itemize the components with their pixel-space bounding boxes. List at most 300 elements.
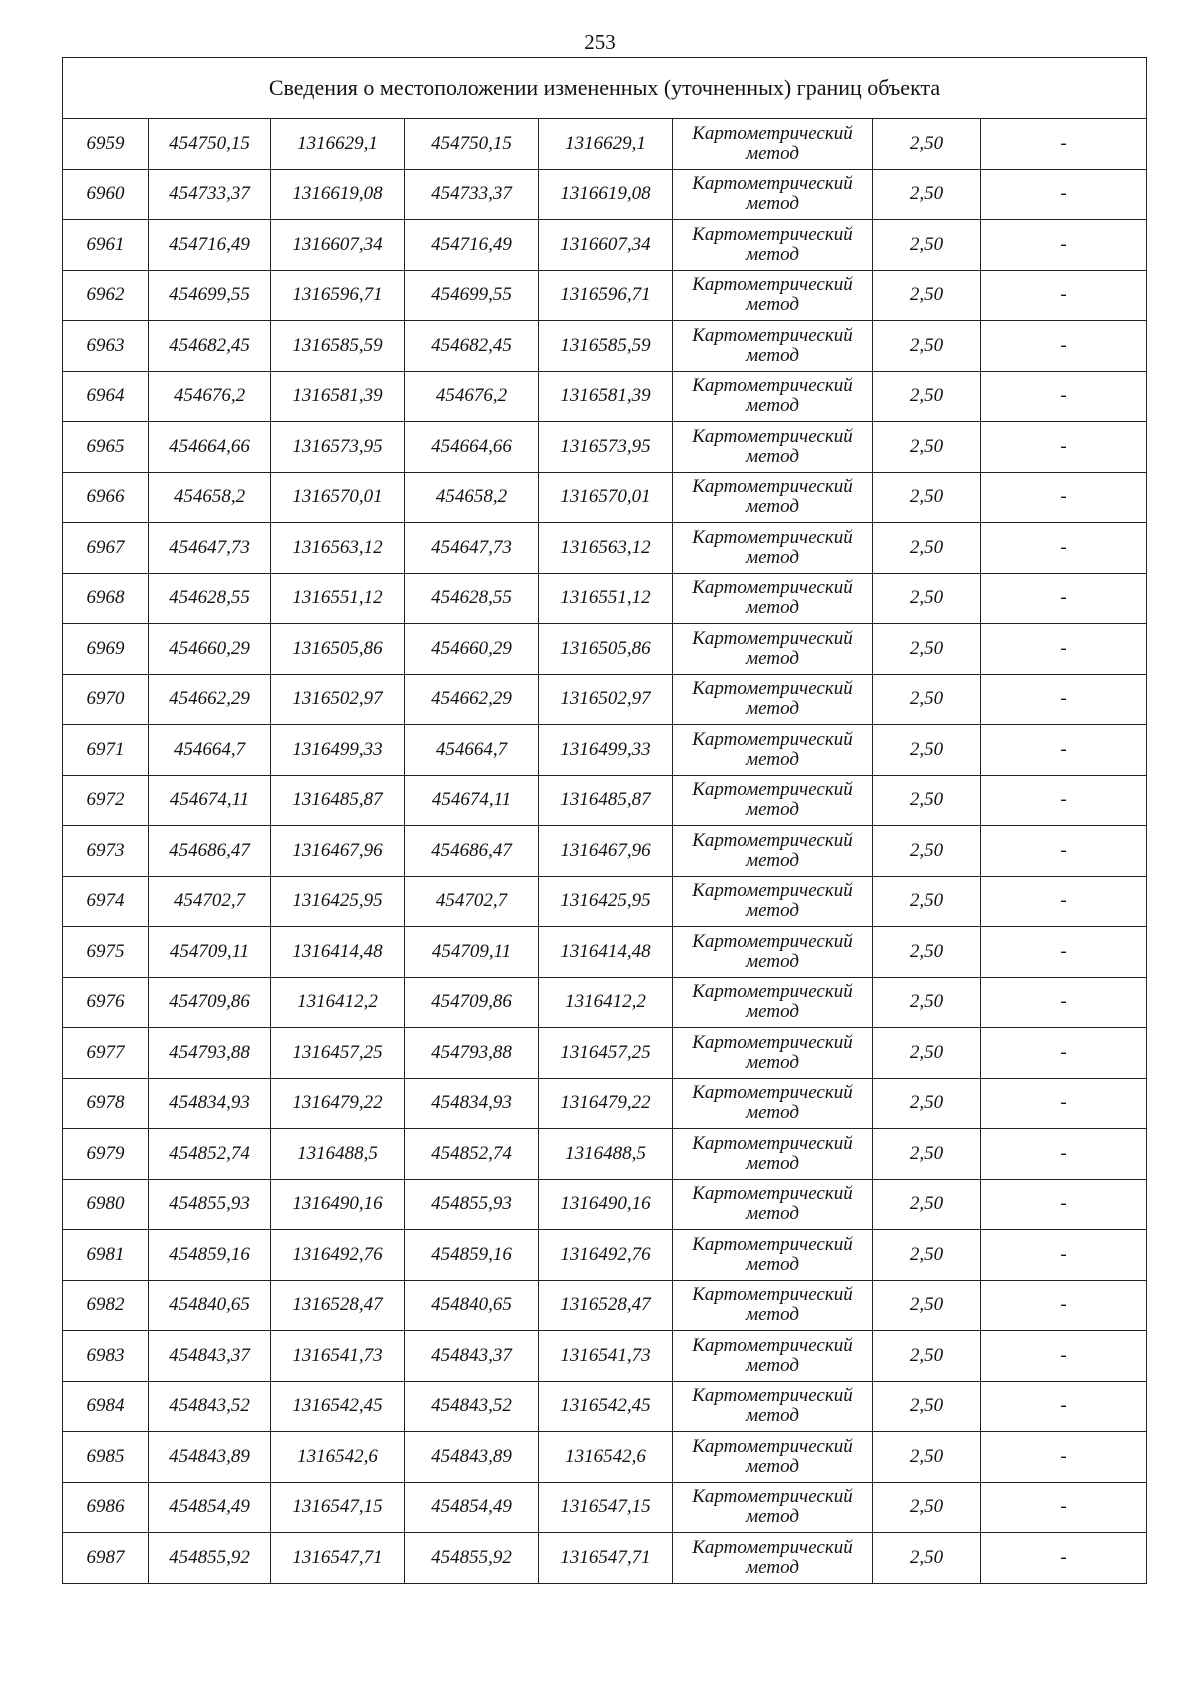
description-cell: -	[981, 422, 1147, 473]
method-line-1: Картометрический	[692, 1082, 853, 1104]
table-row	[63, 321, 1147, 372]
x-existing-cell: 454660,29	[149, 624, 271, 675]
method-line-2: метод	[746, 496, 799, 518]
accuracy-cell: 2,50	[873, 1179, 981, 1230]
description-cell: -	[981, 1280, 1147, 1331]
method-line-1: Картометрический	[692, 1385, 853, 1407]
description-cell: -	[981, 725, 1147, 776]
y-new-cell: 1316492,76	[539, 1230, 673, 1281]
method-line-1: Картометрический	[692, 1031, 853, 1053]
accuracy-cell: 2,50	[873, 371, 981, 422]
method-cell	[673, 977, 873, 1028]
method-cell	[673, 119, 873, 170]
y-existing-cell: 1316541,73	[271, 1331, 405, 1382]
accuracy-cell: 2,50	[873, 422, 981, 473]
x-new-cell: 454793,88	[405, 1028, 539, 1079]
x-new-cell: 454859,16	[405, 1230, 539, 1281]
method-cell	[673, 472, 873, 523]
method-line-1: Картометрический	[692, 930, 853, 952]
accuracy-cell: 2,50	[873, 119, 981, 170]
description-cell: -	[981, 826, 1147, 877]
method-line-2: метод	[746, 294, 799, 316]
x-new-cell: 454682,45	[405, 321, 539, 372]
accuracy-cell: 2,50	[873, 927, 981, 978]
method-line-1: Картометрический	[692, 526, 853, 548]
x-new-cell: 454662,29	[405, 674, 539, 725]
x-existing-cell: 454843,52	[149, 1381, 271, 1432]
x-new-cell: 454647,73	[405, 523, 539, 574]
method-cell	[673, 169, 873, 220]
description-cell: -	[981, 523, 1147, 574]
accuracy-cell: 2,50	[873, 270, 981, 321]
method-line-2: метод	[746, 193, 799, 215]
method-line-2: метод	[746, 900, 799, 922]
point-number-cell: 6972	[63, 775, 149, 826]
x-new-cell: 454664,66	[405, 422, 539, 473]
table-title-row	[63, 58, 1147, 119]
method-line-1: Картометрический	[692, 1486, 853, 1508]
x-new-cell: 454709,86	[405, 977, 539, 1028]
description-cell: -	[981, 977, 1147, 1028]
y-new-cell: 1316425,95	[539, 876, 673, 927]
method-line-2: метод	[746, 748, 799, 770]
point-number-cell: 6967	[63, 523, 149, 574]
method-cell	[673, 371, 873, 422]
x-existing-cell: 454843,37	[149, 1331, 271, 1382]
method-cell	[673, 826, 873, 877]
table-row	[63, 472, 1147, 523]
y-existing-cell: 1316502,97	[271, 674, 405, 725]
x-new-cell: 454686,47	[405, 826, 539, 877]
description-cell: -	[981, 270, 1147, 321]
table-row	[63, 674, 1147, 725]
x-existing-cell: 454843,89	[149, 1432, 271, 1483]
method-cell	[673, 1533, 873, 1584]
accuracy-cell: 2,50	[873, 624, 981, 675]
y-new-cell: 1316629,1	[539, 119, 673, 170]
y-new-cell: 1316457,25	[539, 1028, 673, 1079]
y-existing-cell: 1316585,59	[271, 321, 405, 372]
x-new-cell: 454676,2	[405, 371, 539, 422]
x-new-cell: 454702,7	[405, 876, 539, 927]
boundary-coordinates-table	[62, 57, 1147, 1584]
point-number-cell: 6962	[63, 270, 149, 321]
x-existing-cell: 454676,2	[149, 371, 271, 422]
method-line-2: метод	[746, 1152, 799, 1174]
y-new-cell: 1316414,48	[539, 927, 673, 978]
x-existing-cell: 454664,66	[149, 422, 271, 473]
table-row	[63, 573, 1147, 624]
method-cell	[673, 1179, 873, 1230]
y-new-cell: 1316488,5	[539, 1129, 673, 1180]
x-existing-cell: 454750,15	[149, 119, 271, 170]
accuracy-cell: 2,50	[873, 321, 981, 372]
description-cell: -	[981, 1078, 1147, 1129]
method-line-1: Картометрический	[692, 274, 853, 296]
x-new-cell: 454750,15	[405, 119, 539, 170]
x-new-cell: 454660,29	[405, 624, 539, 675]
point-number-cell: 6961	[63, 220, 149, 271]
method-line-1: Картометрический	[692, 1536, 853, 1558]
x-existing-cell: 454682,45	[149, 321, 271, 372]
method-line-1: Картометрический	[692, 375, 853, 397]
y-new-cell: 1316563,12	[539, 523, 673, 574]
description-cell: -	[981, 371, 1147, 422]
method-cell	[673, 1331, 873, 1382]
x-new-cell: 454843,89	[405, 1432, 539, 1483]
page-number: 253	[584, 30, 616, 54]
y-new-cell: 1316479,22	[539, 1078, 673, 1129]
y-existing-cell: 1316412,2	[271, 977, 405, 1028]
point-number-cell: 6964	[63, 371, 149, 422]
table-row	[63, 977, 1147, 1028]
accuracy-cell: 2,50	[873, 725, 981, 776]
method-line-2: метод	[746, 395, 799, 417]
table-row	[63, 1280, 1147, 1331]
method-cell	[673, 1280, 873, 1331]
y-existing-cell: 1316528,47	[271, 1280, 405, 1331]
y-existing-cell: 1316619,08	[271, 169, 405, 220]
y-new-cell: 1316607,34	[539, 220, 673, 271]
table-row	[63, 826, 1147, 877]
point-number-cell: 6973	[63, 826, 149, 877]
point-number-cell: 6985	[63, 1432, 149, 1483]
description-cell: -	[981, 1381, 1147, 1432]
method-cell	[673, 1230, 873, 1281]
method-line-2: метод	[746, 1203, 799, 1225]
x-existing-cell: 454662,29	[149, 674, 271, 725]
y-existing-cell: 1316563,12	[271, 523, 405, 574]
y-new-cell: 1316542,45	[539, 1381, 673, 1432]
method-cell	[673, 775, 873, 826]
method-cell	[673, 1381, 873, 1432]
y-new-cell: 1316581,39	[539, 371, 673, 422]
table-row	[63, 1331, 1147, 1382]
y-existing-cell: 1316629,1	[271, 119, 405, 170]
y-existing-cell: 1316551,12	[271, 573, 405, 624]
x-existing-cell: 454855,92	[149, 1533, 271, 1584]
y-new-cell: 1316485,87	[539, 775, 673, 826]
method-line-2: метод	[746, 1455, 799, 1477]
point-number-cell: 6981	[63, 1230, 149, 1281]
y-new-cell: 1316505,86	[539, 624, 673, 675]
accuracy-cell: 2,50	[873, 826, 981, 877]
x-new-cell: 454699,55	[405, 270, 539, 321]
description-cell: -	[981, 119, 1147, 170]
x-existing-cell: 454674,11	[149, 775, 271, 826]
method-line-2: метод	[746, 597, 799, 619]
point-number-cell: 6975	[63, 927, 149, 978]
method-line-2: метод	[746, 647, 799, 669]
method-cell	[673, 1129, 873, 1180]
description-cell: -	[981, 1230, 1147, 1281]
x-new-cell: 454843,37	[405, 1331, 539, 1382]
accuracy-cell: 2,50	[873, 523, 981, 574]
method-cell	[673, 674, 873, 725]
description-cell: -	[981, 573, 1147, 624]
y-existing-cell: 1316596,71	[271, 270, 405, 321]
method-line-1: Картометрический	[692, 476, 853, 498]
x-new-cell: 454843,52	[405, 1381, 539, 1432]
x-existing-cell: 454702,7	[149, 876, 271, 927]
accuracy-cell: 2,50	[873, 1028, 981, 1079]
description-cell: -	[981, 624, 1147, 675]
y-existing-cell: 1316542,45	[271, 1381, 405, 1432]
point-number-cell: 6965	[63, 422, 149, 473]
y-new-cell: 1316547,15	[539, 1482, 673, 1533]
accuracy-cell: 2,50	[873, 1533, 981, 1584]
x-existing-cell: 454793,88	[149, 1028, 271, 1079]
method-line-1: Картометрический	[692, 981, 853, 1003]
accuracy-cell: 2,50	[873, 1331, 981, 1382]
accuracy-cell: 2,50	[873, 573, 981, 624]
method-cell	[673, 573, 873, 624]
y-existing-cell: 1316499,33	[271, 725, 405, 776]
method-line-1: Картометрический	[692, 829, 853, 851]
method-line-2: метод	[746, 1405, 799, 1427]
y-new-cell: 1316596,71	[539, 270, 673, 321]
method-line-2: метод	[746, 698, 799, 720]
table-row	[63, 1230, 1147, 1281]
y-new-cell: 1316573,95	[539, 422, 673, 473]
x-existing-cell: 454859,16	[149, 1230, 271, 1281]
table-row	[63, 1533, 1147, 1584]
y-new-cell: 1316570,01	[539, 472, 673, 523]
method-line-2: метод	[746, 1506, 799, 1528]
method-line-2: метод	[746, 243, 799, 265]
x-new-cell: 454628,55	[405, 573, 539, 624]
table-row	[63, 1028, 1147, 1079]
y-existing-cell: 1316479,22	[271, 1078, 405, 1129]
method-cell	[673, 1078, 873, 1129]
table-row	[63, 220, 1147, 271]
y-existing-cell: 1316490,16	[271, 1179, 405, 1230]
y-existing-cell: 1316581,39	[271, 371, 405, 422]
method-line-1: Картометрический	[692, 627, 853, 649]
y-existing-cell: 1316492,76	[271, 1230, 405, 1281]
x-existing-cell: 454628,55	[149, 573, 271, 624]
method-line-2: метод	[746, 799, 799, 821]
method-cell	[673, 624, 873, 675]
point-number-cell: 6966	[63, 472, 149, 523]
table-row	[63, 1381, 1147, 1432]
method-line-2: метод	[746, 142, 799, 164]
point-number-cell: 6984	[63, 1381, 149, 1432]
accuracy-cell: 2,50	[873, 169, 981, 220]
table-row	[63, 422, 1147, 473]
description-cell: -	[981, 220, 1147, 271]
method-line-2: метод	[746, 1001, 799, 1023]
y-existing-cell: 1316573,95	[271, 422, 405, 473]
table-row	[63, 876, 1147, 927]
x-existing-cell: 454664,7	[149, 725, 271, 776]
point-number-cell: 6971	[63, 725, 149, 776]
y-existing-cell: 1316542,6	[271, 1432, 405, 1483]
method-line-1: Картометрический	[692, 223, 853, 245]
accuracy-cell: 2,50	[873, 1280, 981, 1331]
accuracy-cell: 2,50	[873, 1432, 981, 1483]
method-line-1: Картометрический	[692, 324, 853, 346]
accuracy-cell: 2,50	[873, 977, 981, 1028]
description-cell: -	[981, 1331, 1147, 1382]
x-existing-cell: 454733,37	[149, 169, 271, 220]
accuracy-cell: 2,50	[873, 472, 981, 523]
x-existing-cell: 454855,93	[149, 1179, 271, 1230]
table-row	[63, 1078, 1147, 1129]
method-cell	[673, 876, 873, 927]
point-number-cell: 6969	[63, 624, 149, 675]
method-line-2: метод	[746, 1304, 799, 1326]
y-new-cell: 1316542,6	[539, 1432, 673, 1483]
x-new-cell: 454855,93	[405, 1179, 539, 1230]
y-existing-cell: 1316485,87	[271, 775, 405, 826]
method-cell	[673, 725, 873, 776]
x-new-cell: 454840,65	[405, 1280, 539, 1331]
table-title: Сведения о местоположении измененных (уточненных) границ объекта	[63, 58, 1147, 119]
x-new-cell: 454733,37	[405, 169, 539, 220]
table-row	[63, 927, 1147, 978]
method-line-2: метод	[746, 1354, 799, 1376]
x-existing-cell: 454854,49	[149, 1482, 271, 1533]
method-line-1: Картометрический	[692, 577, 853, 599]
method-cell	[673, 1028, 873, 1079]
point-number-cell: 6970	[63, 674, 149, 725]
point-number-cell: 6977	[63, 1028, 149, 1079]
y-new-cell: 1316585,59	[539, 321, 673, 372]
y-new-cell: 1316490,16	[539, 1179, 673, 1230]
table-row	[63, 1179, 1147, 1230]
method-line-1: Картометрический	[692, 728, 853, 750]
method-cell	[673, 1482, 873, 1533]
description-cell: -	[981, 674, 1147, 725]
y-new-cell: 1316502,97	[539, 674, 673, 725]
description-cell: -	[981, 927, 1147, 978]
x-new-cell: 454709,11	[405, 927, 539, 978]
method-line-2: метод	[746, 1556, 799, 1578]
accuracy-cell: 2,50	[873, 1230, 981, 1281]
description-cell: -	[981, 169, 1147, 220]
table-row	[63, 1482, 1147, 1533]
y-new-cell: 1316547,71	[539, 1533, 673, 1584]
method-line-2: метод	[746, 849, 799, 871]
method-line-2: метод	[746, 546, 799, 568]
x-new-cell: 454716,49	[405, 220, 539, 271]
x-new-cell: 454664,7	[405, 725, 539, 776]
point-number-cell: 6986	[63, 1482, 149, 1533]
accuracy-cell: 2,50	[873, 1078, 981, 1129]
accuracy-cell: 2,50	[873, 1381, 981, 1432]
table-row	[63, 523, 1147, 574]
y-new-cell: 1316412,2	[539, 977, 673, 1028]
y-existing-cell: 1316467,96	[271, 826, 405, 877]
y-existing-cell: 1316414,48	[271, 927, 405, 978]
point-number-cell: 6960	[63, 169, 149, 220]
table-row	[63, 624, 1147, 675]
y-new-cell: 1316551,12	[539, 573, 673, 624]
y-existing-cell: 1316488,5	[271, 1129, 405, 1180]
method-line-1: Картометрический	[692, 173, 853, 195]
table-row	[63, 371, 1147, 422]
method-cell	[673, 270, 873, 321]
point-number-cell: 6978	[63, 1078, 149, 1129]
method-line-2: метод	[746, 445, 799, 467]
description-cell: -	[981, 1179, 1147, 1230]
method-line-1: Картометрический	[692, 1435, 853, 1457]
method-cell	[673, 1432, 873, 1483]
x-new-cell: 454674,11	[405, 775, 539, 826]
y-existing-cell: 1316425,95	[271, 876, 405, 927]
method-line-2: метод	[746, 1051, 799, 1073]
table-row	[63, 1432, 1147, 1483]
y-existing-cell: 1316457,25	[271, 1028, 405, 1079]
point-number-cell: 6976	[63, 977, 149, 1028]
method-line-1: Картометрический	[692, 1183, 853, 1205]
y-existing-cell: 1316570,01	[271, 472, 405, 523]
point-number-cell: 6980	[63, 1179, 149, 1230]
description-cell: -	[981, 775, 1147, 826]
y-existing-cell: 1316607,34	[271, 220, 405, 271]
y-existing-cell: 1316505,86	[271, 624, 405, 675]
method-line-1: Картометрический	[692, 122, 853, 144]
accuracy-cell: 2,50	[873, 876, 981, 927]
table-row	[63, 725, 1147, 776]
description-cell: -	[981, 876, 1147, 927]
method-line-2: метод	[746, 344, 799, 366]
x-existing-cell: 454709,11	[149, 927, 271, 978]
method-line-1: Картометрический	[692, 1233, 853, 1255]
accuracy-cell: 2,50	[873, 1129, 981, 1180]
table-row	[63, 169, 1147, 220]
point-number-cell: 6983	[63, 1331, 149, 1382]
x-existing-cell: 454699,55	[149, 270, 271, 321]
accuracy-cell: 2,50	[873, 674, 981, 725]
x-existing-cell: 454834,93	[149, 1078, 271, 1129]
point-number-cell: 6987	[63, 1533, 149, 1584]
x-new-cell: 454852,74	[405, 1129, 539, 1180]
description-cell: -	[981, 1482, 1147, 1533]
description-cell: -	[981, 1028, 1147, 1079]
description-cell: -	[981, 1129, 1147, 1180]
method-line-1: Картометрический	[692, 779, 853, 801]
point-number-cell: 6968	[63, 573, 149, 624]
x-existing-cell: 454658,2	[149, 472, 271, 523]
x-existing-cell: 454709,86	[149, 977, 271, 1028]
method-cell	[673, 220, 873, 271]
method-line-1: Картометрический	[692, 1132, 853, 1154]
description-cell: -	[981, 1432, 1147, 1483]
point-number-cell: 6963	[63, 321, 149, 372]
y-new-cell: 1316499,33	[539, 725, 673, 776]
x-existing-cell: 454840,65	[149, 1280, 271, 1331]
description-cell: -	[981, 1533, 1147, 1584]
x-new-cell: 454834,93	[405, 1078, 539, 1129]
table-row	[63, 270, 1147, 321]
description-cell: -	[981, 472, 1147, 523]
point-number-cell: 6959	[63, 119, 149, 170]
y-existing-cell: 1316547,71	[271, 1533, 405, 1584]
x-new-cell: 454658,2	[405, 472, 539, 523]
method-cell	[673, 927, 873, 978]
x-existing-cell: 454852,74	[149, 1129, 271, 1180]
y-new-cell: 1316541,73	[539, 1331, 673, 1382]
y-new-cell: 1316467,96	[539, 826, 673, 877]
method-line-2: метод	[746, 950, 799, 972]
point-number-cell: 6982	[63, 1280, 149, 1331]
method-line-1: Картометрический	[692, 425, 853, 447]
x-new-cell: 454854,49	[405, 1482, 539, 1533]
method-line-1: Картометрический	[692, 1284, 853, 1306]
x-new-cell: 454855,92	[405, 1533, 539, 1584]
